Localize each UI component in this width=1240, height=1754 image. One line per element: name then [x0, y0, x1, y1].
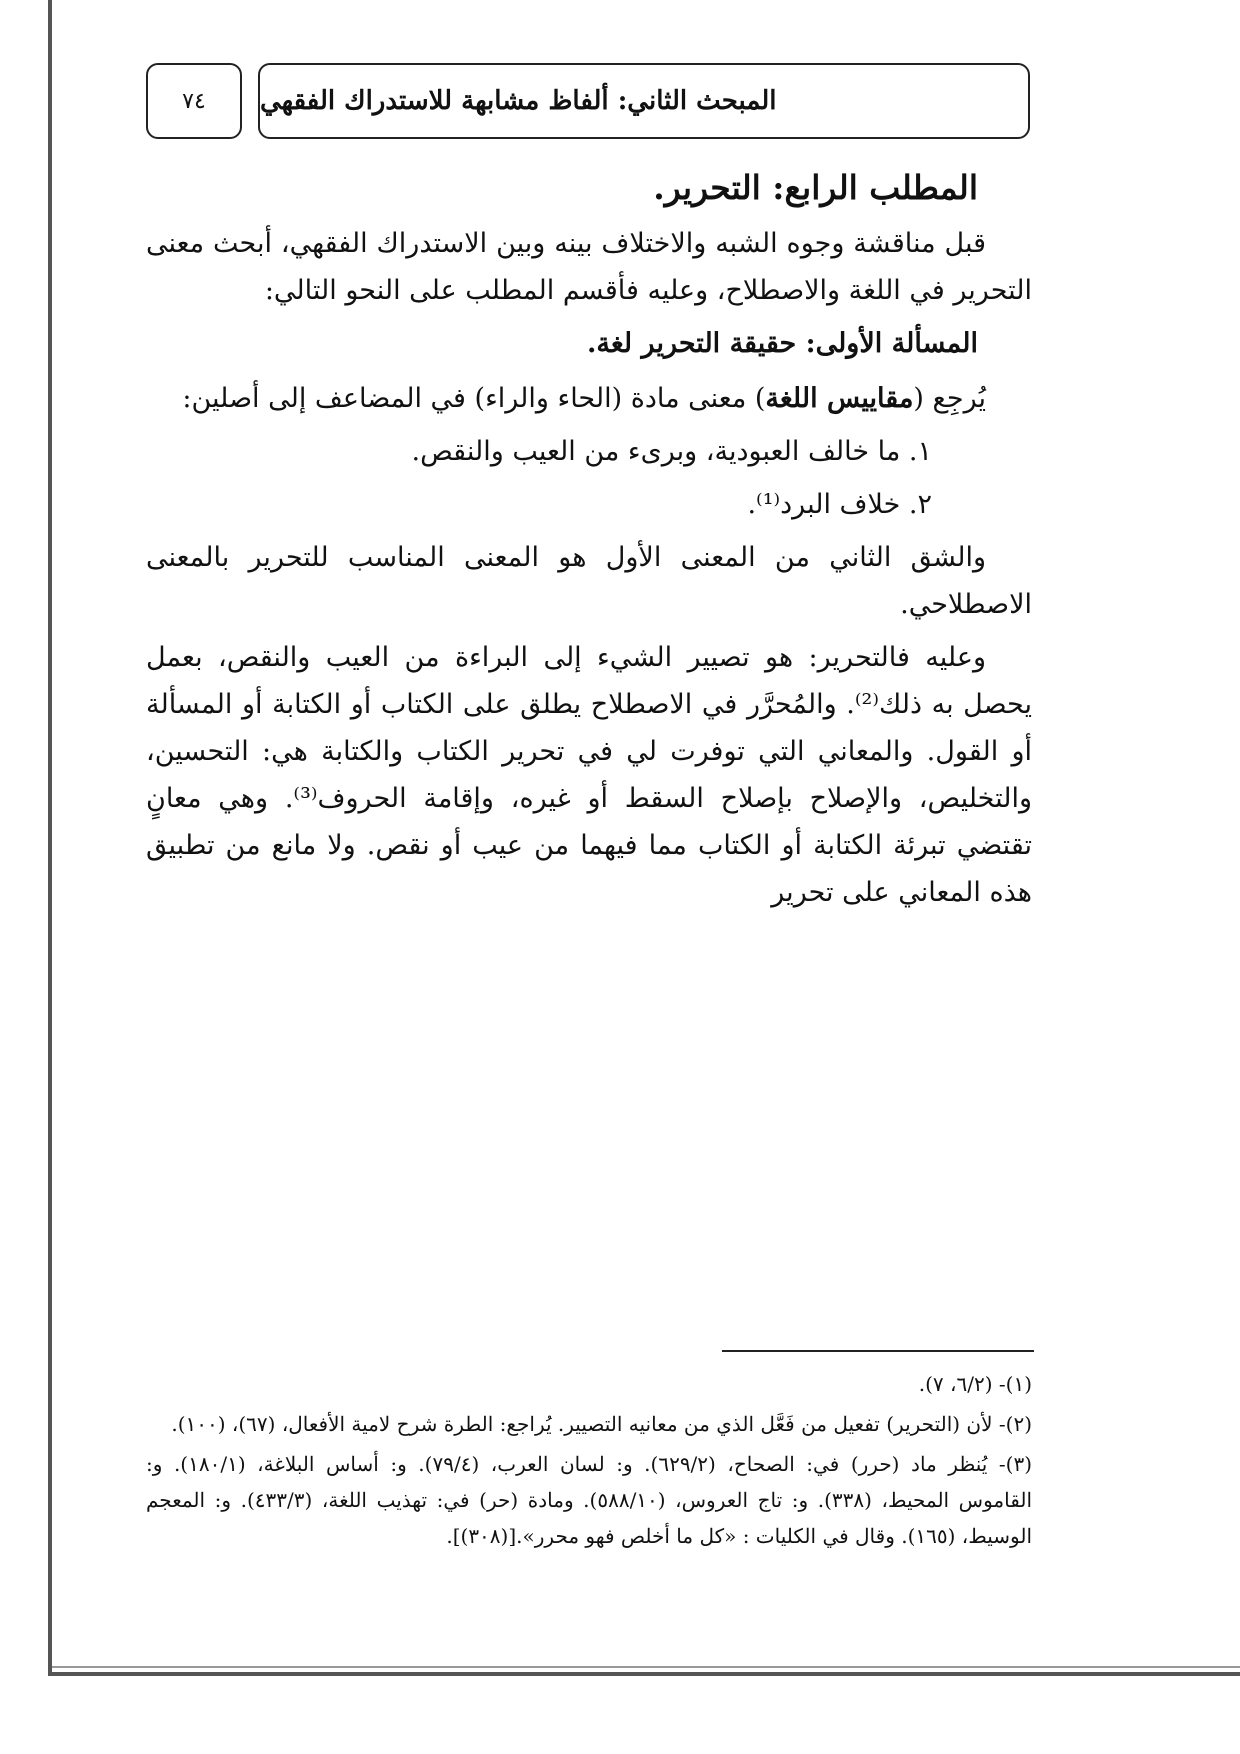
- section-heading: المطلب الرابع: التحرير.: [653, 168, 978, 207]
- running-header: [258, 63, 1030, 139]
- page-number: ٧٤: [182, 88, 206, 114]
- reference-paragraph: [146, 375, 1032, 422]
- page-number-box: [146, 63, 242, 139]
- reference-text-after: ) معنى مادة (الحاء والراء) في المضاعف إلى أصلين:: [182, 383, 766, 414]
- reference-text-before: يُرجِع (: [913, 383, 986, 414]
- running-header-title: المبحث الثاني: ألفاظ مشابهة للاستدراك الفقهي: [260, 86, 777, 116]
- footnote: (٢)- لأن (التحرير) تفعيل من فَعَّل الذي من معانيه التصيير. يُراجع: الطرة شرح لامية الأفعال، (٦٧)، (١٠٠).: [171, 1412, 1032, 1436]
- intro-paragraph: قبل مناقشة وجوه الشبه والاختلاف بينه وبين الاستدراك الفقهي، أبحث معنى التحرير في اللغة والاصطلاح، وعليه فأقسم المطلب على النحو التالي:: [146, 228, 1032, 306]
- paragraph: وعليه فالتحرير: هو تصيير الشيء إلى البراءة من العيب والنقص، بعمل يحصل به ذلك⁽²⁾. والمُحرَّر في الاصطلاح يطلق على الكتاب أو الكتابة أو المسألة أو القول. والمعاني التي توفرت لي في تحرير الكتاب والكتابة هي: التحسين، والتخليص، والإصلاح بإصلاح السقط أو غيره، وإقامة الحروف⁽³⁾. وهي معانٍ تقتضي تبرئة الكتابة أو الكتاب مما فيهما من عيب أو نقص. ولا مانع من تطبيق هذه المعاني على تحرير: [146, 642, 1033, 908]
- list-item: ١. ما خالف العبودية، وبرىء من العيب والنقص.: [411, 436, 932, 467]
- meanings-list: [146, 428, 1032, 528]
- question-heading: المسألة الأولى: حقيقة التحرير لغة.: [587, 328, 978, 359]
- list-item: ٢. خلاف البرد⁽¹⁾.: [747, 489, 932, 520]
- footnote-separator: [722, 1350, 1034, 1352]
- reference-source-title: مقاييس اللغة: [765, 383, 914, 414]
- footnote: (٣)- يُنظر ماد (حرر) في: الصحاح، (٦٢٩/٢). و: لسان العرب، (٧٩/٤). و: أساس البلاغة، (١٨٠/١). و: القاموس المحيط، (٣٣٨). و: تاج العروس، (٥٨٨/١٠). ومادة (حر) في: تهذيب اللغة، (٤٣٣/٣). و: المعجم الوسيط، (١٦٥). وقال في الكليات : «كل ما أخلص فهو محرر».[(٣٠٨)].: [146, 1452, 1033, 1548]
- main-text: [146, 160, 1032, 922]
- footnote: (١)- (٦/٢، ٧).: [918, 1372, 1032, 1396]
- footnotes: [146, 1366, 1032, 1558]
- paragraph: والشق الثاني من المعنى الأول هو المعنى المناسب للتحرير بالمعنى الاصطلاحي.: [146, 542, 1032, 620]
